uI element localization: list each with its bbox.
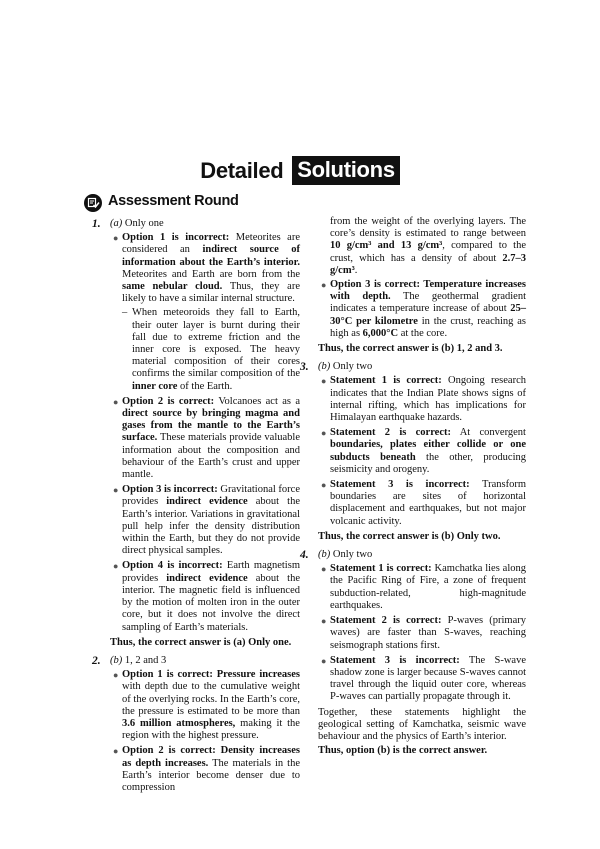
list-item: ● Statement 3 is incorrect: Transform boundaries are sites of horizontal displacement and earthquakes, but not major volcanic activity. xyxy=(321,479,526,527)
question-number: 3. xyxy=(300,361,309,374)
list-item: ● Option 2 is correct: Volcanoes act as a direct source by bringing magma and gases from the mantle to the Earth’s surface. These materials provide valuable information about the composition and behaviour of the Earth’s crust and upper mantle. xyxy=(113,395,300,481)
conclusion: Thus, the correct answer is (a) Only one. xyxy=(110,636,292,648)
answer-text: Only two xyxy=(332,549,373,561)
list-item: ● Statement 1 is correct: Ongoing research indicates that the Indian Plate shows signs of internal rifting, which has implications for Himalayan earthquake hazards. xyxy=(321,375,526,424)
bullet-icon: ● xyxy=(113,396,119,407)
bullet-icon: ● xyxy=(113,746,119,757)
explanation-list xyxy=(110,232,300,634)
explanation-list xyxy=(318,563,526,703)
page-title xyxy=(0,156,600,185)
title-boxed: Solutions xyxy=(292,156,400,185)
question-3 xyxy=(300,361,526,543)
checklist-icon xyxy=(84,194,102,212)
right-column xyxy=(300,216,527,763)
answer-option: (a) xyxy=(110,218,123,229)
question-1 xyxy=(92,218,300,649)
list-item: ● Statement 2 is correct: P-waves (primary waves) are faster than S-waves, reaching seismograph stations first. xyxy=(321,615,526,651)
bullet-icon: ● xyxy=(113,561,119,572)
question-number: 2. xyxy=(92,654,101,667)
bullet-icon: ● xyxy=(321,376,327,387)
bullet-icon: ● xyxy=(321,480,327,491)
explanation-list xyxy=(110,669,300,794)
left-column xyxy=(92,218,300,800)
bullet-icon: ● xyxy=(321,616,327,627)
answer-line xyxy=(110,218,300,230)
section-label: Assessment Round xyxy=(108,193,239,209)
question-number: 4. xyxy=(300,549,309,562)
explanation-list xyxy=(318,279,526,340)
answer-option: (b) xyxy=(318,549,331,561)
sub-item: – When meteoroids they fall to Earth, their outer layer is burnt during their fall due to extreme friction and the inner core is exposed. The heavy material composition of their cores confirms the similar composition of the inner core of the Earth. xyxy=(122,307,300,392)
question-number: 1. xyxy=(92,218,101,230)
answer-option: (b) xyxy=(318,361,331,373)
list-item: ● Option 2 is correct: Density increases as depth increases. The materials in the Earth’s interior become denser due to compression xyxy=(113,745,300,793)
list-item: ● Option 3 is correct: Temperature increases with depth. The geothermal gradient indicates a temperature increase of about 25–30°C per kilometre in the crust, reaching as high as 6,000°C at the core. xyxy=(321,279,527,339)
bullet-icon: ● xyxy=(113,233,119,244)
list-item: ● Statement 2 is correct: At convergent boundaries, plates either collide or one subducts beneath the other, producing seismicity and orogeny. xyxy=(321,427,527,475)
bullet-icon: ● xyxy=(321,564,327,575)
list-item: ● Option 4 is incorrect: Earth magnetism provides indirect evidence about the interior. The magnetic field is influenced by the motion of molten iron in the outer core, but it does not involve the direct sampling of Earth’s materials. xyxy=(113,560,300,633)
title-plain: Detailed xyxy=(200,157,284,183)
list-item: ● Option 1 is correct: Pressure increases with depth due to the cumulative weight of the overlying rocks. In the Earth’s core, the pressure is estimated to be more than 3.6 million atmospheres, making it the region with the highest pressure. xyxy=(113,669,300,742)
question-4 xyxy=(300,549,526,757)
answer-text: 1, 2 and 3 xyxy=(124,654,167,666)
bullet-icon: ● xyxy=(113,485,119,496)
answer-line xyxy=(318,549,526,561)
conclusion: Thus, the correct answer is (b) 1, 2 and 3. xyxy=(318,343,503,355)
explanation-list xyxy=(318,375,526,527)
bullet-icon: ● xyxy=(321,428,327,439)
bullet-icon: ● xyxy=(113,670,119,681)
answer-line xyxy=(110,655,300,667)
list-item: ● Option 3 is incorrect: Gravitational force provides indirect evidence about the Earth’s interior. Variations in gravitational pull help infer the density distribution within the Earth, but they do not provide direct physical samples. xyxy=(113,484,300,557)
summary-text: Together, these statements highlight the geological setting of Kamchatka, seismic wave behaviour and the physics of Earth’s interior. xyxy=(318,706,526,742)
bullet-icon: ● xyxy=(321,655,327,666)
bullet-icon: ● xyxy=(321,280,327,291)
conclusion: Thus, the correct answer is (b) Only two. xyxy=(318,530,501,542)
answer-text: Only two xyxy=(332,361,373,373)
list-item: ● Statement 3 is incorrect: The S-wave shadow zone is larger because S-waves cannot travel through the liquid outer core, whereas P-waves can partially propagate through it. xyxy=(321,654,526,703)
conclusion: Thus, option (b) is the correct answer. xyxy=(318,745,488,757)
question-2 xyxy=(92,655,300,794)
answer-text: Only one xyxy=(124,218,164,229)
answer-option: (b) xyxy=(110,654,123,666)
answer-line xyxy=(318,361,526,373)
continued-text: from the weight of the overlying layers. The core’s density is estimated to range between 10 g/cm³ and 13 g/cm³, compared to the crust, which has a density of about 2.7–3 g/cm³. xyxy=(330,216,527,276)
list-item: ● Option 1 is incorrect: Meteorites are considered an indirect source of information about the Earth’s interior. Meteorites and Earth are born from the same nebular cloud. Thus, they are likely to have a similar internal structure. – When meteoroids they fall to Earth, their outer layer is burnt during their fall due to extreme friction and the inner core is exposed. The heavy material composition of their cores confirms the similar composition of the inner core of the Earth. xyxy=(113,232,300,392)
list-item: ● Statement 1 is correct: Kamchatka lies along the Pacific Ring of Fire, a zone of frequent subduction-related, high-magnitude earthquakes. xyxy=(321,563,526,611)
